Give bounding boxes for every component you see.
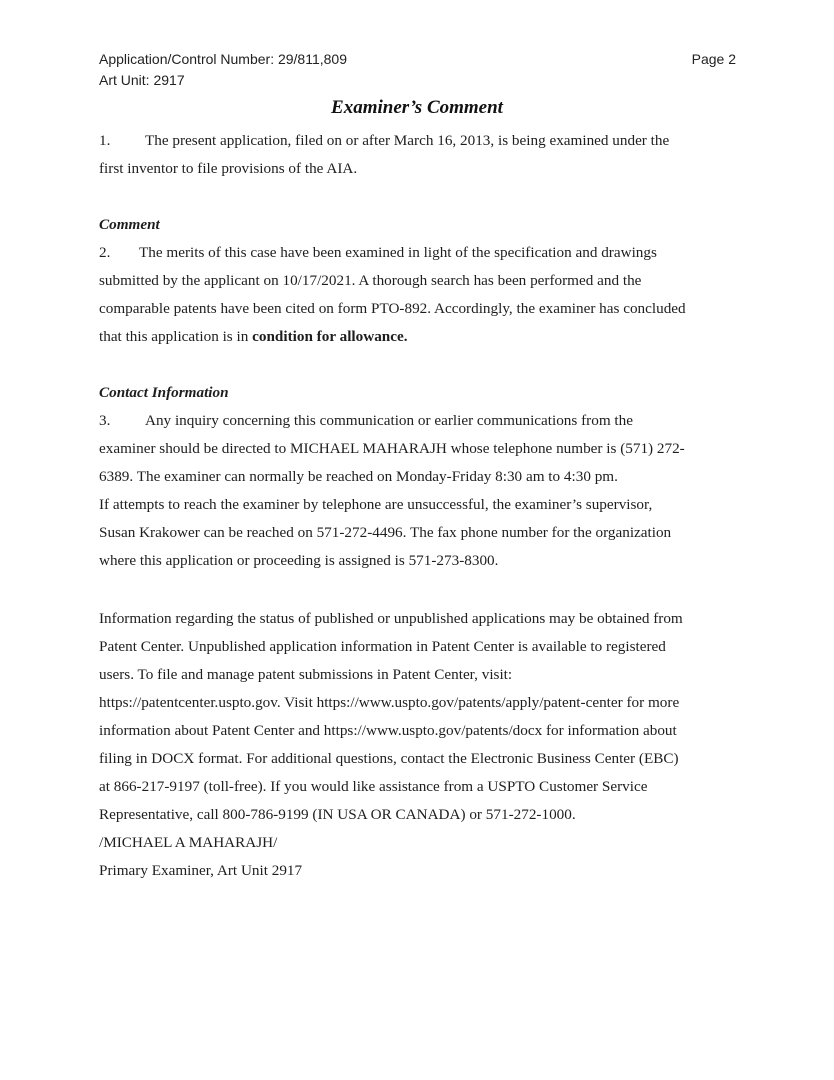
section-1-line-1: 1. The present application, filed on or after March 16, 2013, is being examined under the — [99, 127, 739, 155]
application-number: Application/Control Number: 29/811,809 — [99, 51, 348, 67]
section-3-line-3: 6389. The examiner can normally be reached on Monday-Friday 8:30 am to 4:30 pm. — [99, 468, 618, 485]
info-line-7: at 866-217-9197 (toll-free). If you would like assistance from a USPTO Customer Service — [99, 778, 648, 795]
info-paragraph — [99, 605, 739, 885]
section-2-number: 2. — [99, 244, 111, 261]
section-3-number: 3. — [99, 412, 111, 429]
info-line-3: users. To file and manage patent submissions in Patent Center, visit: — [99, 666, 513, 683]
section-3-line-5: Susan Krakower can be reached on 571-272-4496. The fax phone number for the organization — [99, 524, 672, 541]
section-3 — [99, 379, 739, 575]
section-2 — [99, 211, 739, 351]
info-line-5: information about Patent Center and https://www.uspto.gov/patents/docx for information about — [99, 722, 677, 739]
section-1 — [99, 127, 739, 183]
section-3-line-6: where this application or proceeding is assigned is 571-273-8300. — [99, 552, 499, 569]
section-1-number: 1. — [99, 132, 111, 149]
info-line-6: filing in DOCX format. For additional questions, contact the Electronic Business Center (EBC) — [99, 750, 679, 767]
section-2-line-3: comparable patents have been cited on form PTO-892. Accordingly, the examiner has concluded — [99, 300, 686, 317]
allowance-condition: condition for allowance. — [252, 328, 408, 345]
section-2-line-4: that this application is in condition for allowance. — [99, 328, 408, 345]
info-line-1: Information regarding the status of published or unpublished applications may be obtained from — [99, 610, 683, 627]
examiner-signature: /MICHAEL A MAHARAJH/ — [99, 834, 278, 851]
art-unit: Art Unit: 2917 — [99, 72, 185, 88]
section-2-line-2: submitted by the applicant on 10/17/2021. A thorough search has been performed and the — [99, 272, 642, 289]
section-3-line-1: 3. Any inquiry concerning this communication or earlier communications from the — [99, 407, 739, 435]
section-3-line-4: If attempts to reach the examiner by telephone are unsuccessful, the examiner’s supervisor, — [99, 496, 653, 513]
section-3-line-2: examiner should be directed to MICHAEL MAHARAJH whose telephone number is (571) 272- — [99, 440, 685, 457]
info-line-2: Patent Center. Unpublished application information in Patent Center is available to registered — [99, 638, 666, 655]
section-1-line-2: first inventor to file provisions of the AIA. — [99, 160, 358, 177]
contact-heading: Contact Information — [99, 384, 229, 401]
comment-heading: Comment — [99, 216, 160, 233]
page-number: Page 2 — [691, 51, 736, 67]
page-title: Examiner’s Comment — [331, 97, 503, 118]
section-2-line-1: 2. The merits of this case have been examined in light of the specification and drawings — [99, 239, 739, 267]
info-line-4: https://patentcenter.uspto.gov. Visit https://www.uspto.gov/patents/apply/patent-center for more — [99, 694, 680, 711]
examiner-title: Primary Examiner, Art Unit 2917 — [99, 862, 303, 879]
info-line-8: Representative, call 800-786-9199 (IN USA OR CANADA) or 571-272-1000. — [99, 806, 576, 823]
